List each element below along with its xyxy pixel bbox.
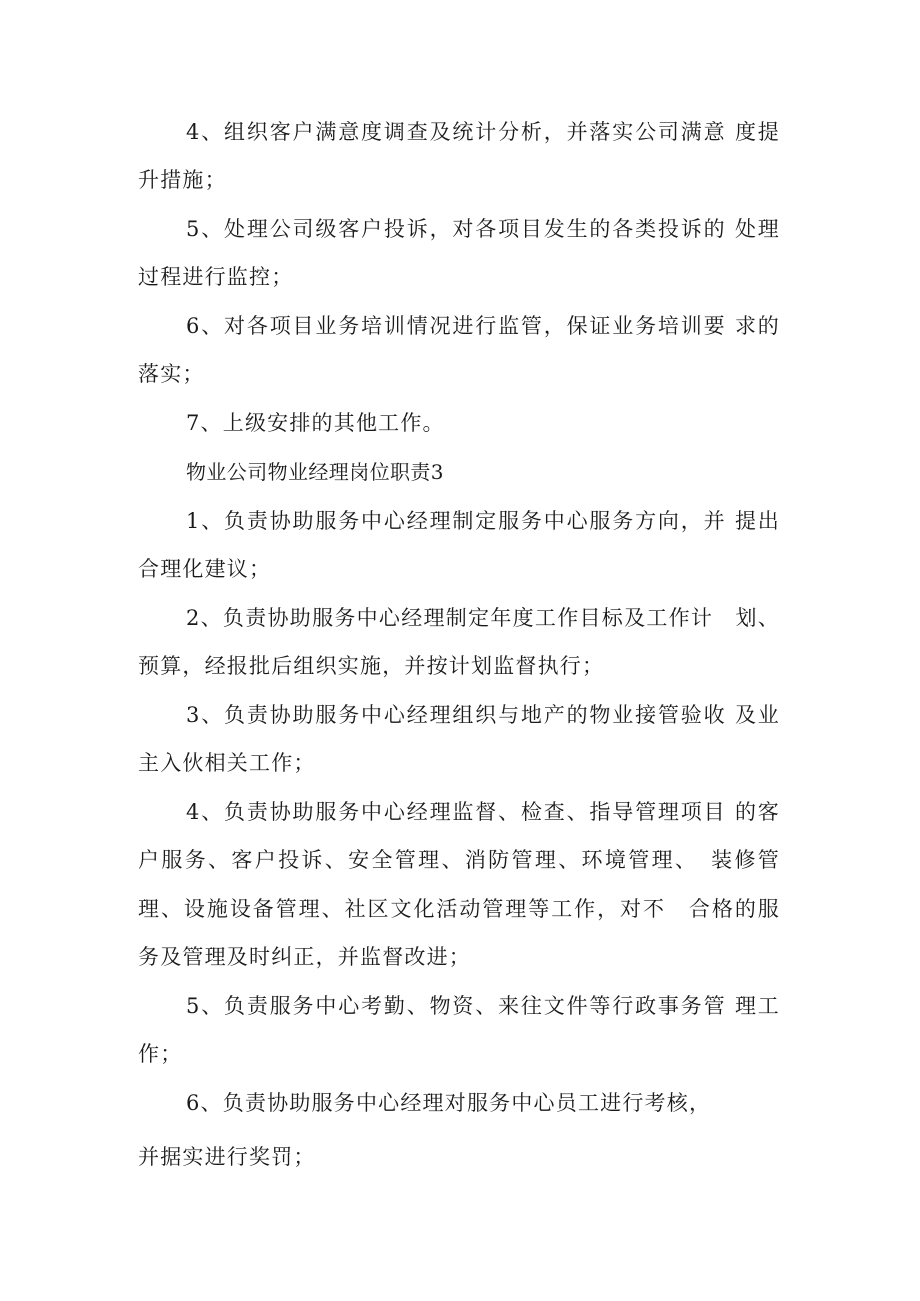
text-line-item5-complaints: 5、处理公司级客户投诉，对各项目发生的各类投诉的 处理	[186, 217, 780, 241]
text-line-item6-training: 6、对各项目业务培训情况进行监管，保证业务培训要 求的	[186, 314, 780, 338]
text-line-item7-other: 7、上级安排的其他工作。	[186, 411, 445, 435]
text-line-s3-item4-cont2: 理、设施设备管理、社区文化活动管理等工作，对不 合格的服	[138, 897, 780, 921]
text-line-s3-item3: 3、负责协助服务中心经理组织与地产的物业接管验收 及业	[186, 703, 780, 727]
text-line-s3-item6-cont: 并据实进行奖罚；	[138, 1145, 316, 1169]
text-line-s3-item2-cont: 预算，经报批后组织实施，并按计划监督执行；	[138, 654, 605, 678]
text-line-s3-item5-cont: 作；	[138, 1042, 183, 1066]
text-line-item6-cont: 落实；	[138, 362, 205, 386]
text-line-s3-item2: 2、负责协助服务中心经理制定年度工作目标及工作计 划、	[186, 606, 780, 630]
text-line-s3-item1: 1、负责协助服务中心经理制定服务中心服务方向，并 提出	[186, 509, 780, 533]
text-line-s3-item4-cont1: 户服务、客户投诉、安全管理、消防管理、环境管理、 装修管	[138, 848, 780, 872]
text-line-s3-item4: 4、负责协助服务中心经理监督、检查、指导管理项目 的客	[186, 800, 780, 824]
text-line-item4-cont: 升措施；	[138, 168, 227, 192]
text-line-item5-cont: 过程进行监控；	[138, 265, 294, 289]
text-line-item4-satisfaction: 4、组织客户满意度调查及统计分析，并落实公司满意 度提	[186, 120, 780, 144]
text-line-s3-item6: 6、负责协助服务中心经理对服务中心员工进行考核，	[186, 1091, 712, 1115]
section-heading: 物业公司物业经理岗位职责3	[186, 460, 444, 484]
text-line-s3-item3-cont: 主入伙相关工作；	[138, 751, 316, 775]
text-line-s3-item1-cont: 合理化建议；	[138, 557, 272, 581]
text-line-s3-item4-cont3: 务及管理及时纠正，并监督改进；	[138, 945, 471, 969]
text-line-s3-item5: 5、负责服务中心考勤、物资、来往文件等行政事务管 理工	[186, 994, 780, 1018]
